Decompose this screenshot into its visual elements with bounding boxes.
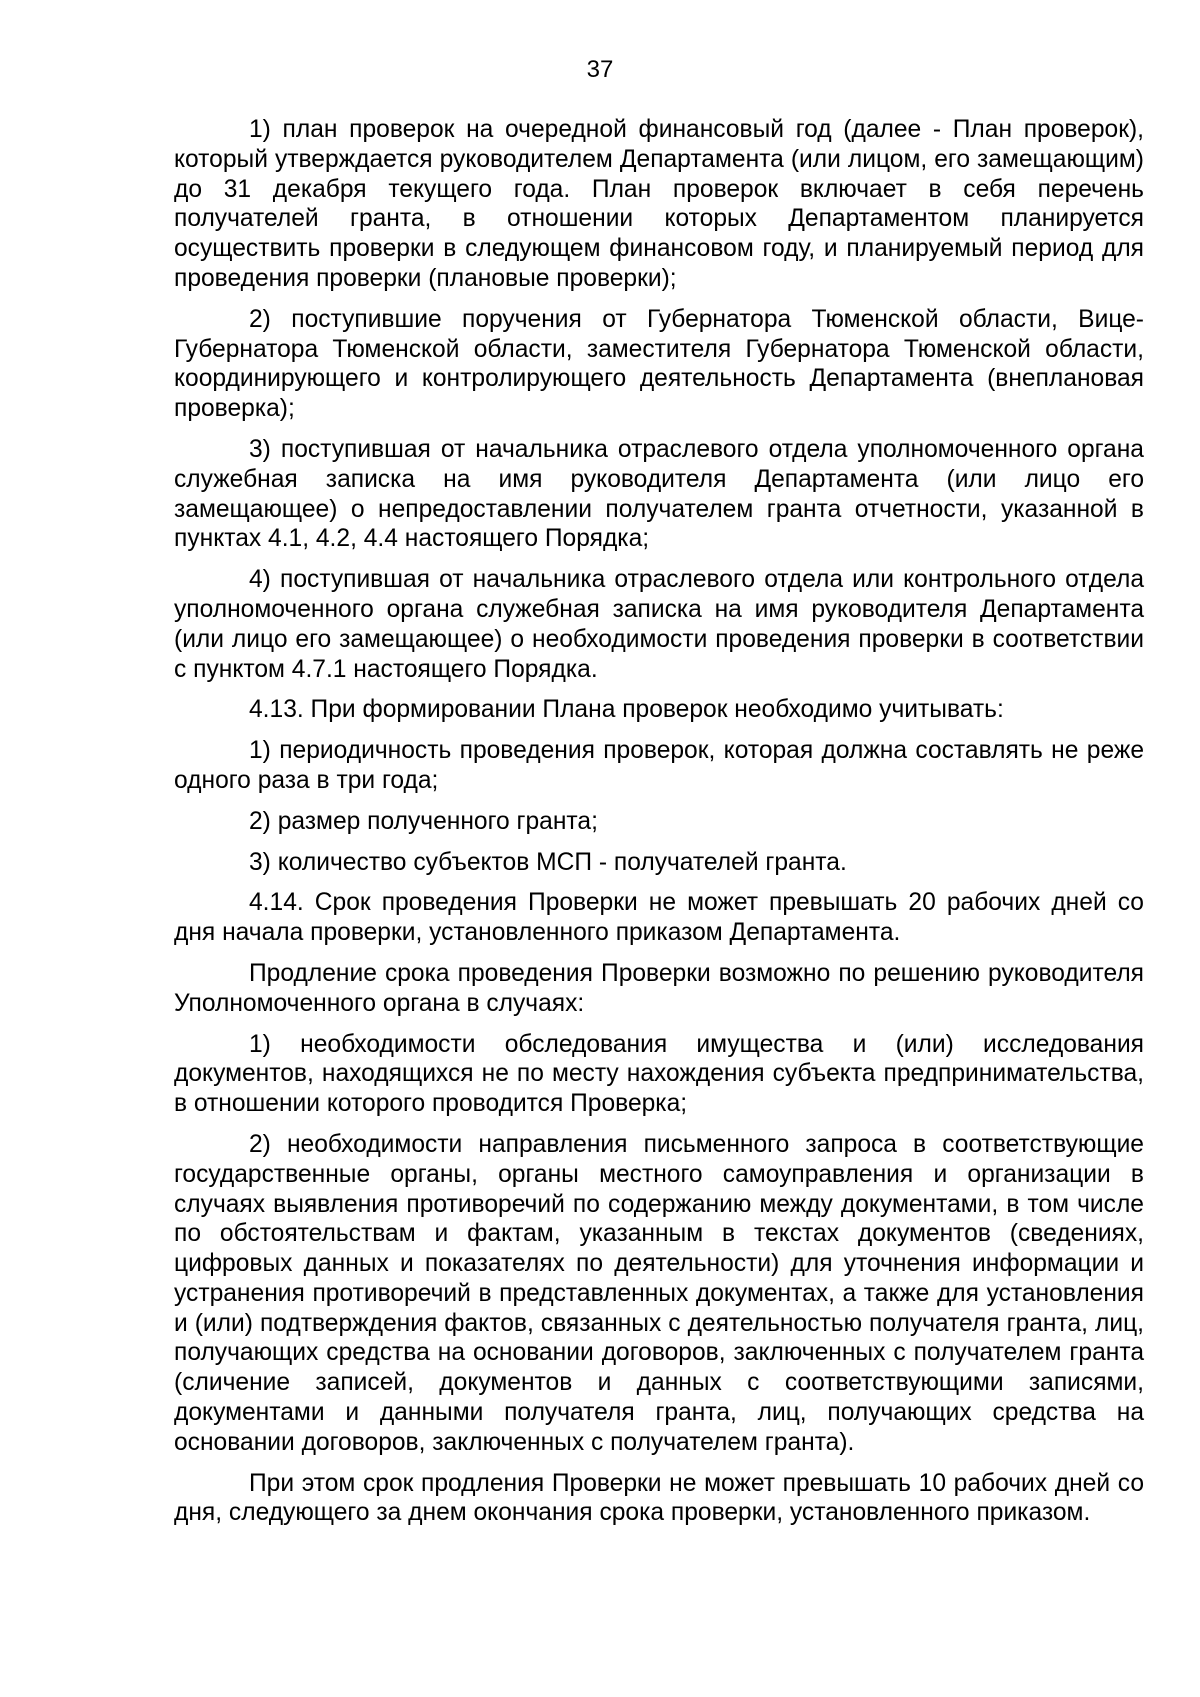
paragraph-4-13: 4.13. При формировании Плана проверок необходимо учитывать: (249, 696, 1004, 724)
paragraph-4-14: 4.14. Срок проведения Проверки не может превышать 20 рабочих дней со дня начала проверки, установленного приказом Департамента. (174, 889, 1144, 947)
paragraph-memo-inspection: 4) поступившая от начальника отраслевого отдела или контрольного отдела уполномоченного органа служебная записка на имя руководителя Департамента (или лицо его замещающее) о необходимости проведения проверки в соответствии с пунктом 4.7.1 настоящего Порядка. (174, 566, 1144, 683)
paragraph-extension: Продление срока проведения Проверки возможно по решению руководителя Уполномоченного органа в случаях: (174, 959, 1144, 1017)
paragraph-governor-orders: 2) поступившие поручения от Губернатора Тюменской области, Вице-Губернатора Тюменской области, заместителя Губернатора Тюменской области, координирующего и контролирующего деятельность Департамента (внеплановая проверка); (174, 305, 1144, 423)
paragraph-extension-case-2: 2) необходимости направления письменного запроса в соответствующие государственные органы, органы местного самоуправления и организации в случаях выявления противоречий по содержанию между документами, в том числе по обстоятельствам и фактам, указанным в текстах документов (сведениях, цифровых данных и показателях по деятельности) для уточнения информации и устранения противоречий в представленных документах, а также для установления и (или) подтверждения фактов, связанных с деятельностью получателя гранта, лиц, получающих средства на основании договоров, заключенных с получателем гранта (сличение записей, документов и данных с соответствующими записями, документами и данными получателя гранта, лиц, получающих средства на основании договоров, заключенных с получателем гранта). (174, 1130, 1144, 1456)
document-body (174, 115, 1144, 1528)
paragraph-periodicity: 1) периодичность проведения проверок, которая должна составлять не реже одного раза в три года; (174, 737, 1144, 794)
paragraph-msp-count: 3) количество субъектов МСП - получателей гранта. (249, 848, 847, 876)
paragraph-extension-limit: При этом срок продления Проверки не может превышать 10 рабочих дней со дня, следующего за днем окончания срока проверки, установленного приказом. (174, 1469, 1144, 1527)
paragraph-grant-size: 2) размер полученного гранта; (249, 807, 598, 835)
paragraph-memo-reporting: 3) поступившая от начальника отраслевого отдела уполномоченного органа служебная записка на имя руководителя Департамента (или лицо его замещающее) о непредоставлении получателем гранта отчетности, указанной в пунктах 4.1, 4.2, 4.4 настоящего Порядка; (174, 435, 1144, 553)
paragraph-plan-of-inspections: 1) план проверок на очередной финансовый год (далее - План проверок), который утверждается руководителем Департамента (или лицом, его замещающим) до 31 декабря текущего года. План проверок включает в себя перечень получателей гранта, в отношении которых Департаментом планируется осуществить проверки в следующем финансовом году, и планируемый период для проведения проверки (плановые проверки); (174, 116, 1144, 292)
paragraph-extension-case-1: 1) необходимости обследования имущества и (или) исследования документов, находящихся не по месту нахождения субъекта предпринимательства, в отношении которого проводится Проверка; (174, 1030, 1144, 1118)
page-number: 37 (586, 56, 614, 83)
